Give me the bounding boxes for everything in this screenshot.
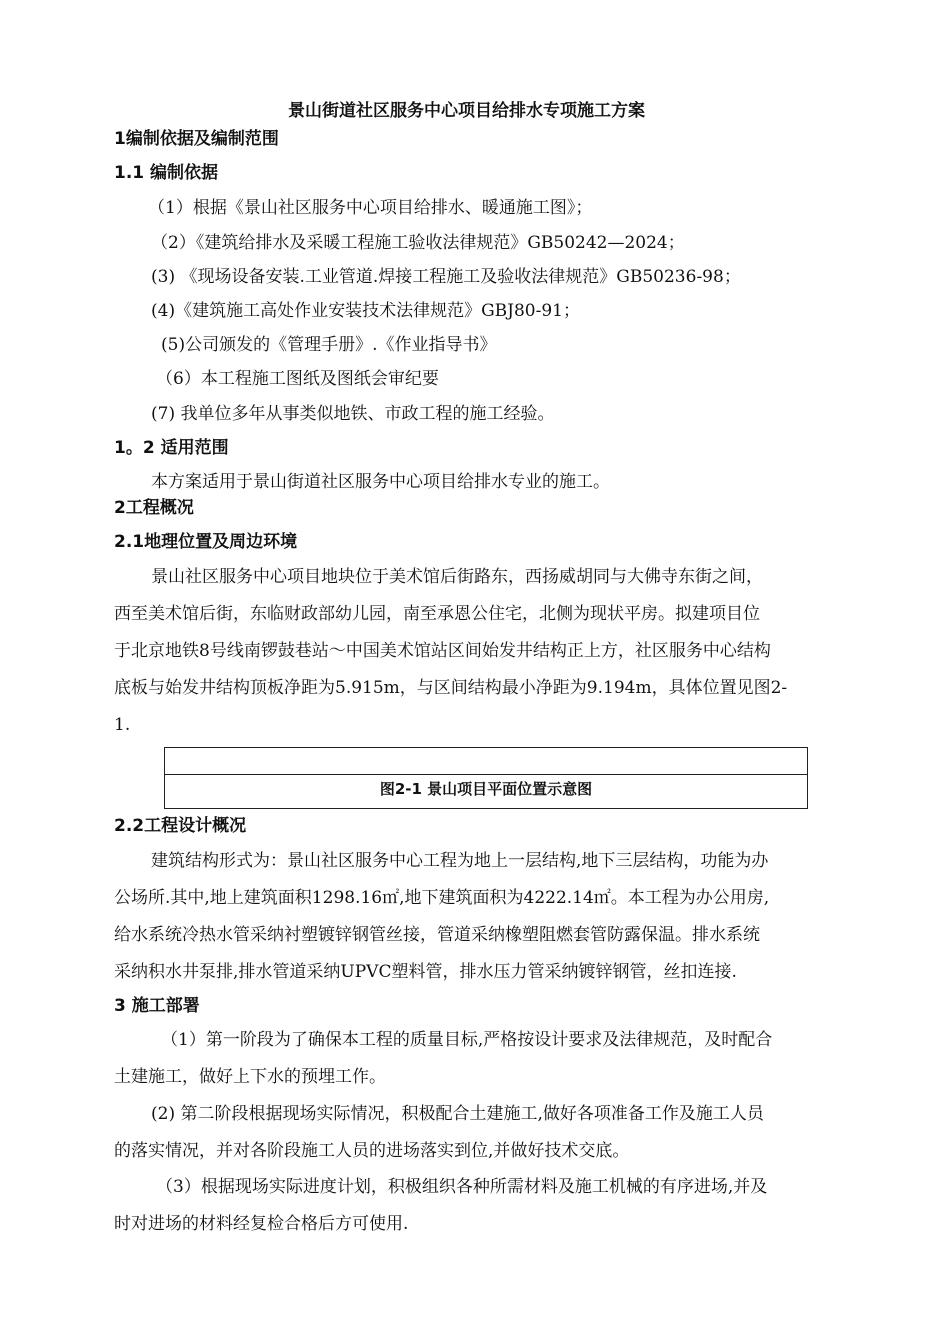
design-line-4: 采纳积水井泵排,排水管道采纳UPVC塑料管，排水压力管采纳镀锌钢管，丝扣连接. (114, 962, 737, 982)
design-line-1: 建筑结构形式为：景山社区服务中心工程为地上一层结构,地下三层结构，功能为办 (151, 851, 769, 871)
geo-line-5: 1. (114, 715, 131, 735)
figure-divider (165, 774, 807, 775)
section-heading-2-1: 2.1地理位置及周边环境 (114, 532, 298, 552)
figure-table (164, 747, 808, 809)
deploy-line-2: 土建施工，做好上下水的预埋工作。 (114, 1067, 386, 1087)
basis-item-3: (3) 《现场设备安装.工业管道.焊接工程施工及验收法律规范》GB50236-98； (151, 267, 741, 287)
geo-line-2: 西至美术馆后街，东临财政部幼儿园，南至承恩公住宅，北侧为现状平房。拟建项目位 (114, 604, 760, 624)
geo-line-3: 于北京地铁8号线南锣鼓巷站～中国美术馆站区间始发井结构正上方，社区服务中心结构 (114, 641, 771, 661)
section-heading-2: 2工程概况 (114, 498, 194, 518)
scope-paragraph: 本方案适用于景山街道社区服务中心项目给排水专业的施工。 (151, 472, 610, 492)
basis-item-1: （1）根据《景山社区服务中心项目给排水、暖通施工图》； (148, 198, 593, 218)
design-line-2: 公场所.其中,地上建筑面积1298.16㎡,地下建筑面积为4222.14㎡。本工程为办公用房, (114, 888, 770, 908)
basis-item-4: (4)《建筑施工高处作业安装技术法律规范》GBJ80-91； (151, 301, 580, 321)
geo-line-1: 景山社区服务中心项目地块位于美术馆后街路东，西扬威胡同与大佛寺东街之间， (151, 567, 763, 587)
basis-item-7: (7) 我单位多年从事类似地铁、市政工程的施工经验。 (151, 404, 555, 424)
deploy-line-3: (2) 第二阶段根据现场实际情况，积极配合土建施工,做好各项准备工作及施工人员 (151, 1104, 764, 1124)
section-heading-1: 1编制依据及编制范围 (114, 129, 279, 149)
deploy-line-1: （1）第一阶段为了确保本工程的质量目标,严格按设计要求及法律规范，及时配合 (161, 1030, 773, 1050)
geo-line-4: 底板与始发井结构顶板净距为5.915m，与区间结构最小净距为9.194m，具体位置见图2- (114, 678, 788, 698)
design-line-3: 给水系统冷热水管采纳衬塑镀锌钢管丝接，管道采纳橡塑阻燃套管防露保温。排水系统 (114, 925, 760, 945)
deploy-line-4: 的落实情况，并对各阶段施工人员的进场落实到位,并做好技术交底。 (114, 1141, 630, 1161)
section-heading-1-1: 1.1 编制依据 (114, 163, 219, 183)
basis-item-6: （6）本工程施工图纸及图纸会审纪要 (156, 369, 439, 389)
document-title: 景山街道社区服务中心项目给排水专项施工方案 (288, 101, 645, 121)
basis-item-2: （2）《建筑给排水及采暖工程施工验收法律规范》GB50242—2024； (151, 233, 685, 253)
section-heading-3: 3 施工部署 (114, 996, 200, 1016)
section-heading-1-2: 1。2 适用范围 (114, 438, 229, 458)
deploy-line-5: （3）根据现场实际进度计划，积极组织各种所需材料及施工机械的有序进场,并及 (156, 1177, 768, 1197)
basis-item-5: (5)公司颁发的《管理手册》.《作业指导书》 (161, 335, 497, 355)
figure-caption: 图2-1 景山项目平面位置示意图 (379, 780, 593, 798)
section-heading-2-2: 2.2工程设计概况 (114, 816, 247, 836)
deploy-line-6: 时对进场的材料经复检合格后方可使用. (114, 1214, 409, 1234)
